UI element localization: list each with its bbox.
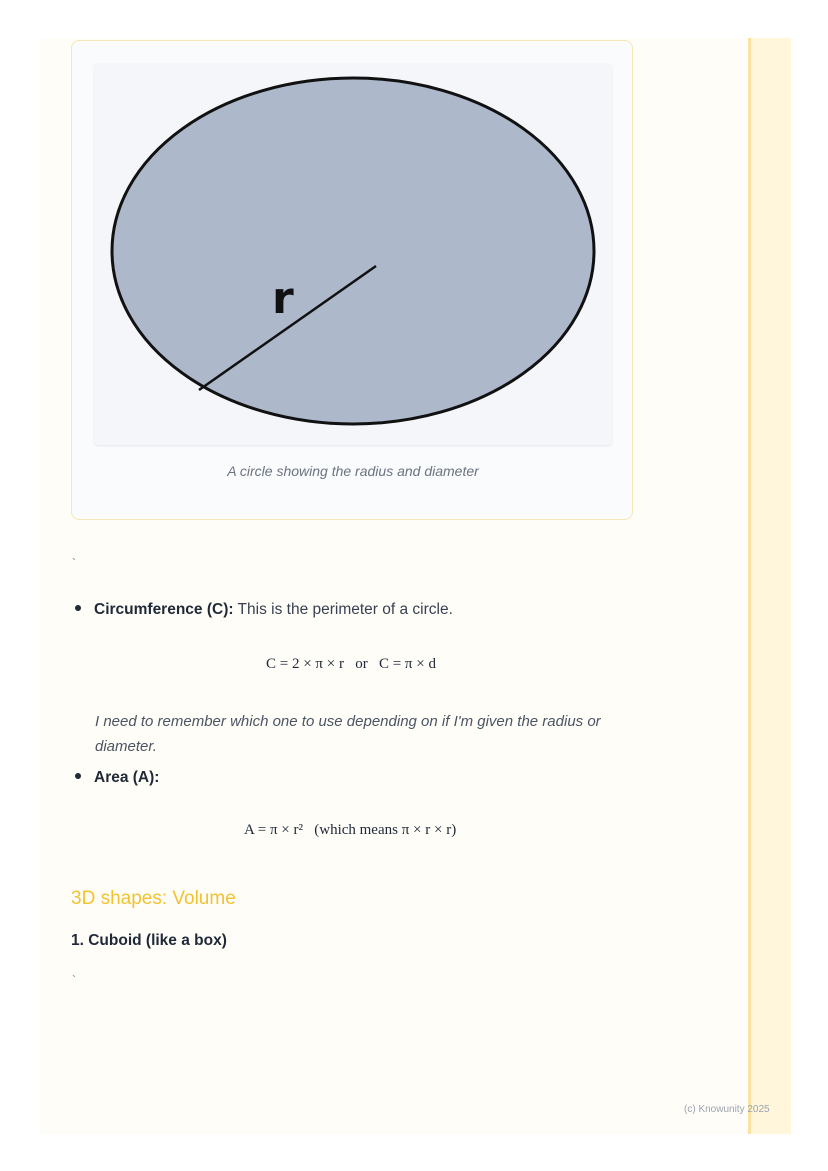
bullet-term: Area (A): <box>94 769 160 786</box>
bullet-circumference <box>75 601 453 619</box>
figure-card <box>71 40 633 520</box>
section-title: 3D shapes: Volume <box>71 888 236 909</box>
radius-label: r <box>272 273 294 324</box>
bullet-term: Circumference (C): <box>94 601 234 618</box>
stray-mark: ` <box>72 973 76 987</box>
area-formula: A = π × r² (which means π × r × r) <box>244 822 457 838</box>
note-text: I need to remember which one to use depending on if I'm given the radius or diameter. <box>95 713 601 755</box>
side-strip <box>748 38 791 1134</box>
circumference-formula: C = 2 × π × r or C = π × d <box>266 656 436 672</box>
bullet-dot <box>75 605 81 611</box>
bullet-text: This is the perimeter of a circle. <box>233 601 453 618</box>
circle-figure <box>94 63 612 445</box>
stray-mark: ` <box>72 556 76 570</box>
circle-shape <box>112 78 594 424</box>
sub-title: 1. Cuboid (like a box) <box>71 932 227 949</box>
figure-caption: A circle showing the radius and diameter <box>227 463 479 479</box>
copyright-footer: (c) Knowunity 2025 <box>684 1104 770 1115</box>
circle-diagram <box>94 63 612 445</box>
bullet-dot <box>75 773 81 779</box>
bullet-area <box>75 769 159 787</box>
